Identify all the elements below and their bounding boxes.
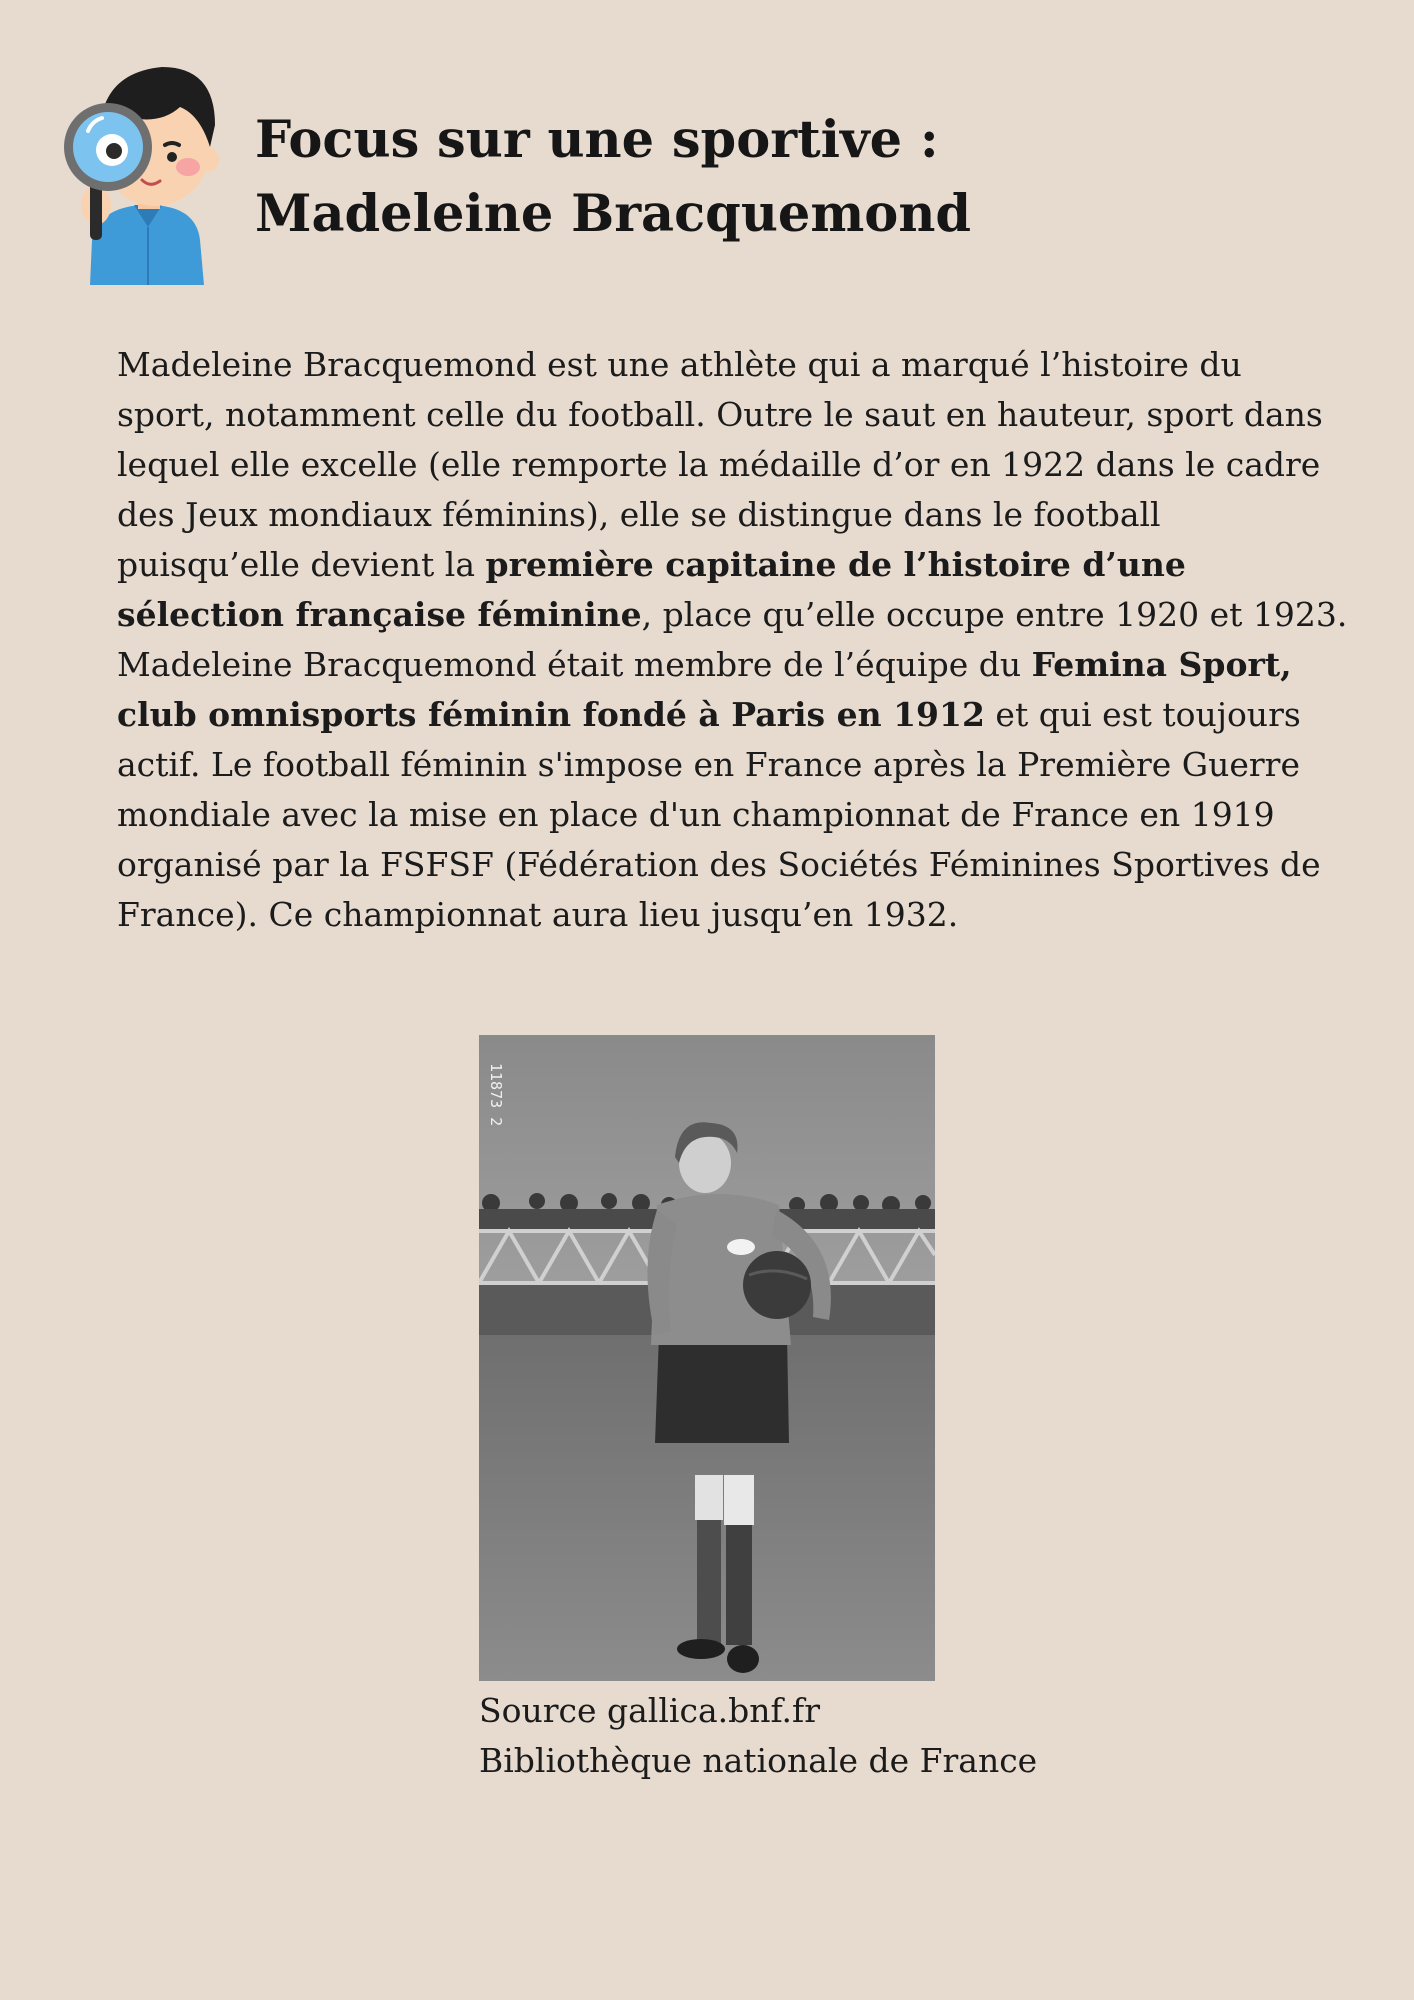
article-paragraph	[117, 340, 1347, 940]
article-line: organisé par la FSFSF (Fédération des Sociétés Féminines Sportives de	[117, 845, 1321, 884]
caption-source: Source gallica.bnf.fr	[479, 1691, 821, 1730]
article-emphasis: sélection française féminine	[117, 595, 642, 634]
photo-caption	[479, 1686, 1037, 1786]
article-text: et qui est toujours	[984, 695, 1301, 734]
article-line	[117, 590, 1347, 640]
page-title-line-1: Focus sur une sportive :	[255, 110, 939, 170]
photo-plate-number: 11873 2	[487, 1063, 505, 1127]
page-title-line-2: Madeleine Bracquemond	[255, 184, 972, 244]
caption-library: Bibliothèque nationale de France	[479, 1741, 1038, 1780]
page-header	[60, 55, 1360, 305]
article-emphasis: club omnisports féminin fondé à Paris en 1912	[117, 695, 985, 734]
article-line	[117, 640, 1347, 690]
article-line	[117, 690, 1347, 740]
article-text: Madeleine Bracquemond était membre de l’équipe du	[117, 645, 1032, 684]
article-line: Madeleine Bracquemond est une athlète qui a marqué l’histoire du	[117, 345, 1242, 384]
article-emphasis: Femina Sport,	[1031, 645, 1292, 684]
historical-photo-madeleine-bracquemond	[479, 1035, 935, 1681]
article-emphasis: première capitaine de l’histoire d’une	[485, 545, 1186, 584]
page-title	[255, 103, 971, 251]
article-text: puisqu’elle devient la	[117, 545, 486, 584]
article-line: lequel elle excelle (elle remporte la médaille d’or en 1922 dans le cadre	[117, 445, 1321, 484]
article-line: actif. Le football féminin s'impose en France après la Première Guerre	[117, 745, 1300, 784]
article-text: , place qu’elle occupe entre 1920 et 1923.	[641, 595, 1348, 634]
detective-boy-magnifier-icon	[60, 55, 240, 285]
article-line: des Jeux mondiaux féminins), elle se distingue dans le football	[117, 495, 1161, 534]
article-line: France). Ce championnat aura lieu jusqu’en 1932.	[117, 895, 959, 934]
article-line	[117, 540, 1347, 590]
article-line: mondiale avec la mise en place d'un championnat de France en 1919	[117, 795, 1275, 834]
article-line: sport, notamment celle du football. Outre le saut en hauteur, sport dans	[117, 395, 1323, 434]
